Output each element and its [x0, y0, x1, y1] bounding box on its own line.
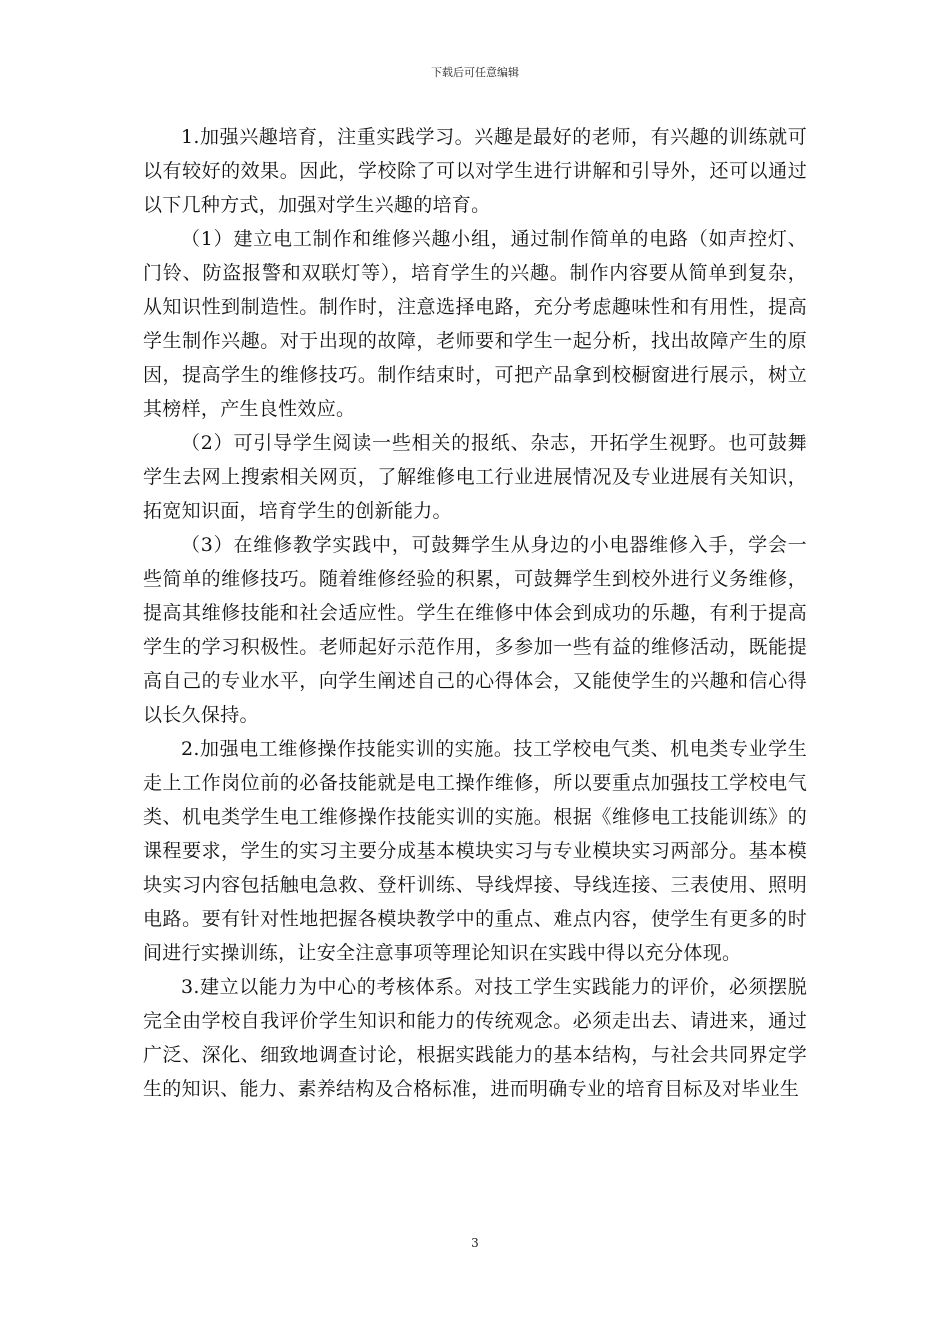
paragraph-repair-practice: （3）在维修教学实践中，可鼓舞学生从身边的小电器维修入手，学会一些简单的维修技巧。随着维修经验的积累，可鼓舞学生到校外进行义务维修，提高其维修技能和社会适应性。学生在维修中体会到成功的乐趣，有利于提高学生的学习积极性。老师起好示范作用，多参加一些有益的维修活动，既能提高自己的专业水平，向学生阐述自己的心得体会，又能使学生的兴趣和信心得以长久保持。	[143, 534, 807, 726]
page-number: 3	[471, 1236, 479, 1250]
paragraph-assessment-system: 3.建立以能力为中心的考核体系。对技工学生实践能力的评价，必须摆脱完全由学校自我评价学生知识和能力的传统观念。必须走出去、请进来，通过广泛、深化、细致地调查讨论，根据实践能力的基本结构，与社会共同界定学生的知识、能力、素养结构及合格标准，进而明确专业的培育目标及对毕业生	[143, 976, 807, 1100]
paragraph-interest-cultivation: 1.加强兴趣培育，注重实践学习。兴趣是最好的老师，有兴趣的训练就可以有较好的效果。因此，学校除了可以对学生进行讲解和引导外，还可以通过以下几种方式，加强对学生兴趣的培育。	[143, 126, 807, 216]
document-body	[143, 120, 807, 1106]
paragraph-skills-training: 2.加强电工维修操作技能实训的实施。技工学校电气类、机电类专业学生走上工作岗位前的必备技能就是电工操作维修，所以要重点加强技工学校电气类、机电类学生电工维修操作技能实训的实施。根据《维修电工技能训练》的课程要求，学生的实习主要分成基本模块实习与专业模块实习两部分。基本模块实习内容包括触电急救、登杆训练、导线焊接、导线连接、三表使用、照明电路。要有针对性地把握各模块教学中的重点、难点内容，使学生有更多的时间进行实操训练，让安全注意事项等理论知识在实践中得以充分体现。	[143, 738, 807, 964]
page-header: 下载后可任意编辑	[431, 66, 519, 79]
paragraph-interest-group: （1）建立电工制作和维修兴趣小组，通过制作简单的电路（如声控灯、门铃、防盗报警和双联灯等），培育学生的兴趣。制作内容要从简单到复杂，从知识性到制造性。制作时，注意选择电路，充分考虑趣味性和有用性，提高学生制作兴趣。对于出现的故障，老师要和学生一起分析，找出故障产生的原因，提高学生的维修技巧。制作结束时，可把产品拿到校橱窗进行展示，树立其榜样，产生良性效应。	[143, 228, 807, 420]
paragraph-reading-guidance: （2）可引导学生阅读一些相关的报纸、杂志，开拓学生视野。也可鼓舞学生去网上搜索相关网页，了解维修电工行业进展情况及专业进展有关知识，拓宽知识面，培育学生的创新能力。	[143, 432, 807, 522]
